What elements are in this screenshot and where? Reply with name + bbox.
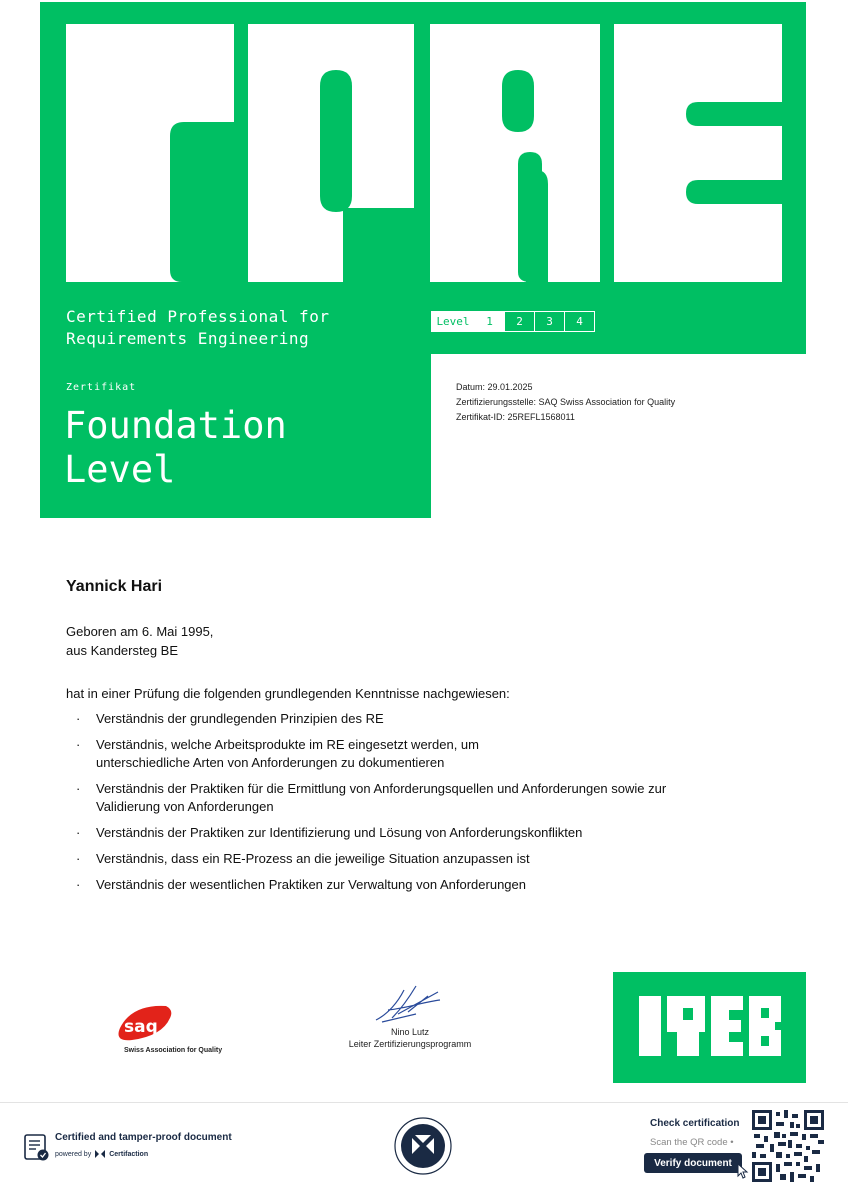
program-name: Certified Professional for Requirements Engineering	[66, 307, 330, 348]
cpre-logo	[66, 24, 782, 282]
list-item: · Verständnis der Praktiken zur Identifizierung und Lösung von Anforderungskonflikten	[76, 825, 583, 840]
powered-by: powered by Certifaction	[55, 1150, 149, 1158]
scan-qr-hint: Scan the QR code •	[650, 1137, 734, 1148]
certificate-date: Datum: 29.01.2025	[456, 382, 533, 392]
certifaction-seal-icon	[393, 1116, 453, 1176]
holder-name: Yannick Hari	[66, 578, 163, 595]
saq-logo	[112, 998, 242, 1058]
svg-text:Swiss Association for Quality: Swiss Association for Quality	[124, 1047, 223, 1054]
competence-intro: hat in einer Prüfung die folgenden grundlegenden Kenntnisse nachgewiesen:	[66, 686, 510, 701]
check-certification-title: Check certification	[650, 1118, 740, 1129]
tamper-proof-label: Certified and tamper-proof document	[55, 1132, 232, 1143]
certifaction-brand: Certifaction	[109, 1150, 149, 1158]
certificate-meta	[456, 380, 675, 425]
level-3: 3	[534, 312, 564, 331]
signature	[368, 978, 458, 1028]
level-label: Level	[432, 312, 474, 331]
verify-document-button[interactable]: Verify document	[644, 1153, 742, 1173]
level-1: 1	[474, 312, 504, 331]
certificate-kicker: Zertifikat	[66, 382, 137, 393]
certification-body: Zertifizierungsstelle: SAQ Swiss Association for Quality	[456, 397, 676, 407]
document-check-icon	[24, 1134, 50, 1162]
svg-text:saq: saq	[124, 1017, 158, 1037]
level-2: 2	[504, 312, 534, 331]
list-item: · Verständnis der wesentlichen Praktiken zur Verwaltung von Anforderungen	[76, 877, 526, 892]
signer-role: Leiter Zertifizierungsprogramm	[348, 1039, 472, 1049]
certificate-id: Zertifikat-ID: 25REFL1568011	[456, 412, 575, 422]
ireb-logo	[613, 972, 806, 1083]
list-item: · Verständnis der Praktiken für die Ermittlung von Anforderungsquellen und Anforderungen sowie zur Validierung von Anforderungen	[76, 781, 667, 814]
level-indicator	[431, 311, 595, 332]
cursor-icon	[737, 1163, 749, 1179]
list-item: · Verständnis der grundlegenden Prinzipien des RE	[76, 711, 384, 726]
competence-list	[66, 710, 746, 902]
certificate-level-title: Foundation Level	[64, 404, 287, 491]
level-4: 4	[564, 312, 594, 331]
list-item: · Verständnis, welche Arbeitsprodukte im RE eingesetzt werden, um unterschiedliche Arten von Anforderungen zu dokumentieren	[76, 737, 479, 770]
holder-birth-info: Geboren am 6. Mai 1995, aus Kandersteg BE	[66, 624, 214, 658]
signer-name: Nino Lutz	[390, 1027, 430, 1037]
footer-divider	[0, 1102, 848, 1103]
qr-code[interactable]	[752, 1110, 824, 1182]
list-item: · Verständnis, dass ein RE-Prozess an die jeweilige Situation anzupassen ist	[76, 851, 530, 866]
signer	[300, 1026, 520, 1050]
certifaction-icon	[95, 1150, 105, 1158]
